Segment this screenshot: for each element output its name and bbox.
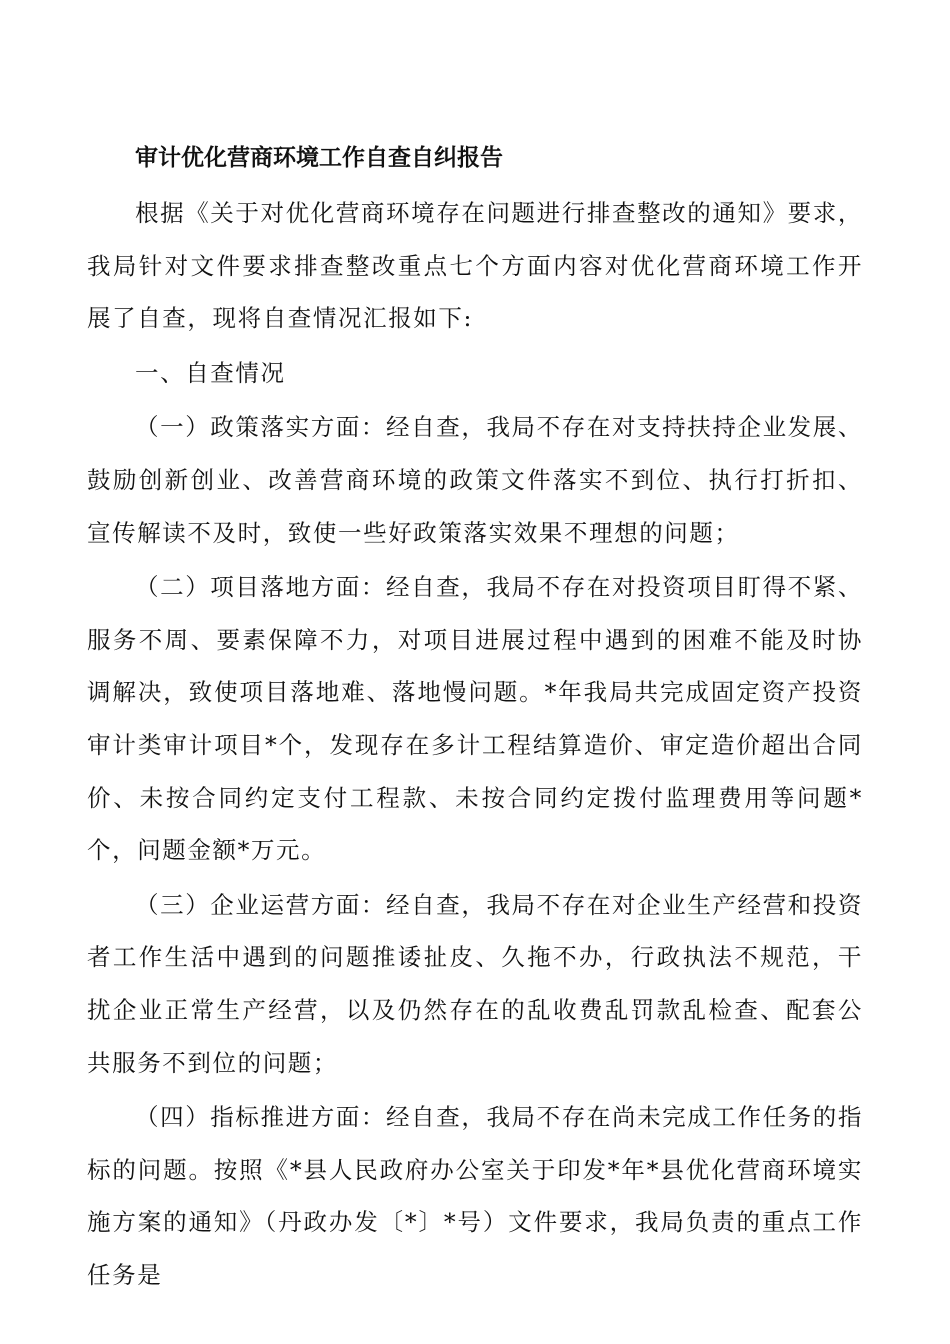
paragraph-intro: 根据《关于对优化营商环境存在问题进行排查整改的通知》要求，我局针对文件要求排查整改重点七个方面内容对优化营商环境工作开展了自查，现将自查情况汇报如下: xyxy=(87,199,863,333)
paragraph-enterprise-operation: （三）企业运营方面：经自查，我局不存在对企业生产经营和投资者工作生活中遇到的问题推诿扯皮、久拖不办，行政执法不规范，干扰企业正常生产经营，以及仍然存在的乱收费乱罚款乱检查、配套公共服务不到位的问题； xyxy=(87,890,863,1077)
section-heading-self-check: 一、自查情况 xyxy=(135,358,286,387)
document-title: 审计优化营商环境工作自查自纠报告 xyxy=(135,145,503,171)
paragraph-indicator-progress: （四）指标推进方面：经自查，我局不存在尚未完成工作任务的指标的问题。按照《*县人民政府办公室关于印发*年*县优化营商环境实施方案的通知》（丹政办发〔*〕*号）文件要求，我局负责的重点工作任务是 xyxy=(87,1103,863,1289)
document-body xyxy=(87,133,863,1301)
paragraph-project-landing: （二）项目落地方面：经自查，我局不存在对投资项目盯得不紧、服务不周、要素保障不力，对项目进展过程中遇到的困难不能及时协调解决，致使项目落地难、落地慢问题。*年我局共完成固定资产投资审计类审计项目*个，发现存在多计工程结算造价、审定造价超出合同价、未按合同约定支付工程款、未按合同约定拨付监理费用等问题*个，问题金额*万元。 xyxy=(87,573,863,865)
paragraph-policy-implementation: （一）政策落实方面：经自查，我局不存在对支持扶持企业发展、鼓励创新创业、改善营商环境的政策文件落实不到位、执行打折扣、宣传解读不及时，致使一些好政策落实效果不理想的问题； xyxy=(87,413,863,547)
